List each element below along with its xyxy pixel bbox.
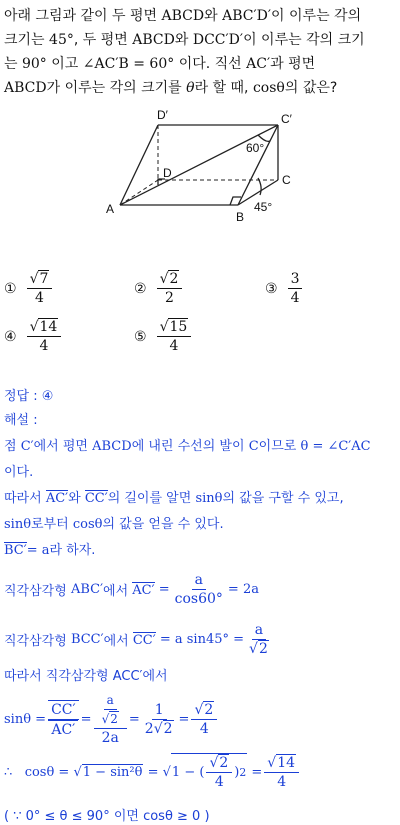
question-line-2 — [4, 28, 396, 52]
question-line-4 — [4, 76, 396, 100]
solution-line-1: 점 C′에서 평면 ABCD에 내린 수선의 발이 C이므로 θ = ∠C′AC — [4, 439, 371, 454]
label-b: B — [236, 210, 245, 224]
solution-line-3: 따라서 AC′와 CC′의 길이를 알면 sinθ의 값을 구할 수 있고, — [4, 491, 344, 506]
solution-line-7: 직각삼각형 BCC′ 에서 CC′ = a sin45° = $\frac{a}{√2}$ — [4, 622, 268, 657]
solution-line-8: 따라서 직각삼각형 ACC′에서 — [4, 669, 168, 684]
text: 과 평면 — [270, 56, 316, 72]
text: 라 할 때, — [194, 80, 249, 96]
label-d: D — [163, 166, 172, 180]
choice-number: ④ — [4, 328, 17, 345]
prism-figure — [100, 105, 300, 230]
text: 크기는 — [4, 32, 45, 48]
solution-line-5: BC′= a라 하자. — [4, 543, 96, 558]
label-dp: D′ — [157, 108, 168, 122]
angle-label-60: 60° — [246, 141, 265, 155]
plane-label: ABCD — [132, 32, 175, 48]
answer-value: ④ — [41, 389, 54, 404]
angle-expression: ∠AC′B = 60° — [82, 56, 175, 72]
text: 와 — [204, 8, 218, 24]
plane-label: ABCD — [161, 8, 205, 24]
text: 아래 그림과 같이 두 평면 — [4, 8, 158, 24]
angle-value: 45° — [49, 32, 74, 48]
answer-label: 정답 : — [4, 389, 38, 404]
choice-fraction: $\frac{√14}{4}$ — [27, 318, 62, 355]
solution-line-2: 이다. — [4, 465, 34, 480]
solution-line-4: sinθ로부터 cosθ의 값을 얻을 수 있다. — [4, 517, 224, 532]
choice-number: ② — [134, 280, 147, 297]
cos-expression: cosθ — [252, 80, 285, 96]
solution-line-10: ∴ cosθ = √1 − sin²θ = √ 1 − ( $\frac{√2}{4}$ ) 2 = $\frac{√14}{4}$ — [4, 753, 301, 791]
choice-fraction: $\frac{√2}{2}$ — [157, 270, 183, 307]
plane-label: ABC′D′ — [222, 8, 272, 24]
question-text — [4, 4, 396, 100]
line-label: AC′ — [246, 56, 271, 72]
choice-fraction: $\frac{3}{4}$ — [288, 270, 303, 307]
text: 이다. 직선 — [178, 56, 242, 72]
solution-line-9: sinθ = $\frac{CC'}{AC'}$ = $\frac{\frac{a}{√2}}{2a}$ = $\frac{1}{2√2}$ = $\frac{√2}{4}$ — [4, 691, 219, 747]
angle-value: 90° — [21, 56, 47, 72]
solution-line-6: 직각삼각형 ABC′ 에서 AC′ = $\frac{a}{\cos 60^\circ}$ = 2a — [4, 572, 259, 607]
choice-number: ③ — [265, 280, 278, 297]
label-c: C — [282, 173, 291, 187]
text: 의 값은? — [284, 80, 338, 96]
text: 는 — [4, 56, 18, 72]
plane-label: ABCD — [4, 80, 47, 96]
label-cp: C′ — [281, 112, 292, 126]
text: 이 이루는 각의 크기 — [243, 32, 365, 48]
choice-4[interactable] — [4, 318, 63, 355]
answer-line — [4, 385, 53, 404]
plane-label: DCC′D′ — [192, 32, 244, 48]
choice-5[interactable] — [134, 318, 193, 355]
theta-symbol: θ — [186, 80, 195, 96]
question-line-3 — [4, 52, 396, 76]
text: , 두 평면 — [73, 32, 128, 48]
text: 이고 — [51, 56, 79, 72]
angle-label-45: 45° — [254, 200, 273, 214]
choice-3[interactable] — [265, 270, 304, 307]
text: 와 — [174, 32, 189, 48]
choice-fraction: $\frac{√7}{4}$ — [27, 270, 53, 307]
label-a: A — [106, 202, 115, 216]
diagonal-acp — [120, 125, 278, 205]
choice-2[interactable] — [134, 270, 184, 307]
solution-line-11: ( ∵ 0° ≤ θ ≤ 90° 이면 cosθ ≥ 0 ) — [4, 809, 210, 824]
text: 이 이루는 각의 — [271, 8, 362, 24]
choice-number: ⑤ — [134, 328, 147, 345]
text: 가 이루는 각의 크기를 — [46, 80, 182, 96]
choice-number: ① — [4, 280, 17, 297]
choice-1[interactable] — [4, 270, 54, 307]
choice-fraction: $\frac{√15}{4}$ — [157, 318, 192, 355]
explain-label: 해설 : — [4, 413, 38, 428]
question-line-1 — [4, 4, 396, 28]
